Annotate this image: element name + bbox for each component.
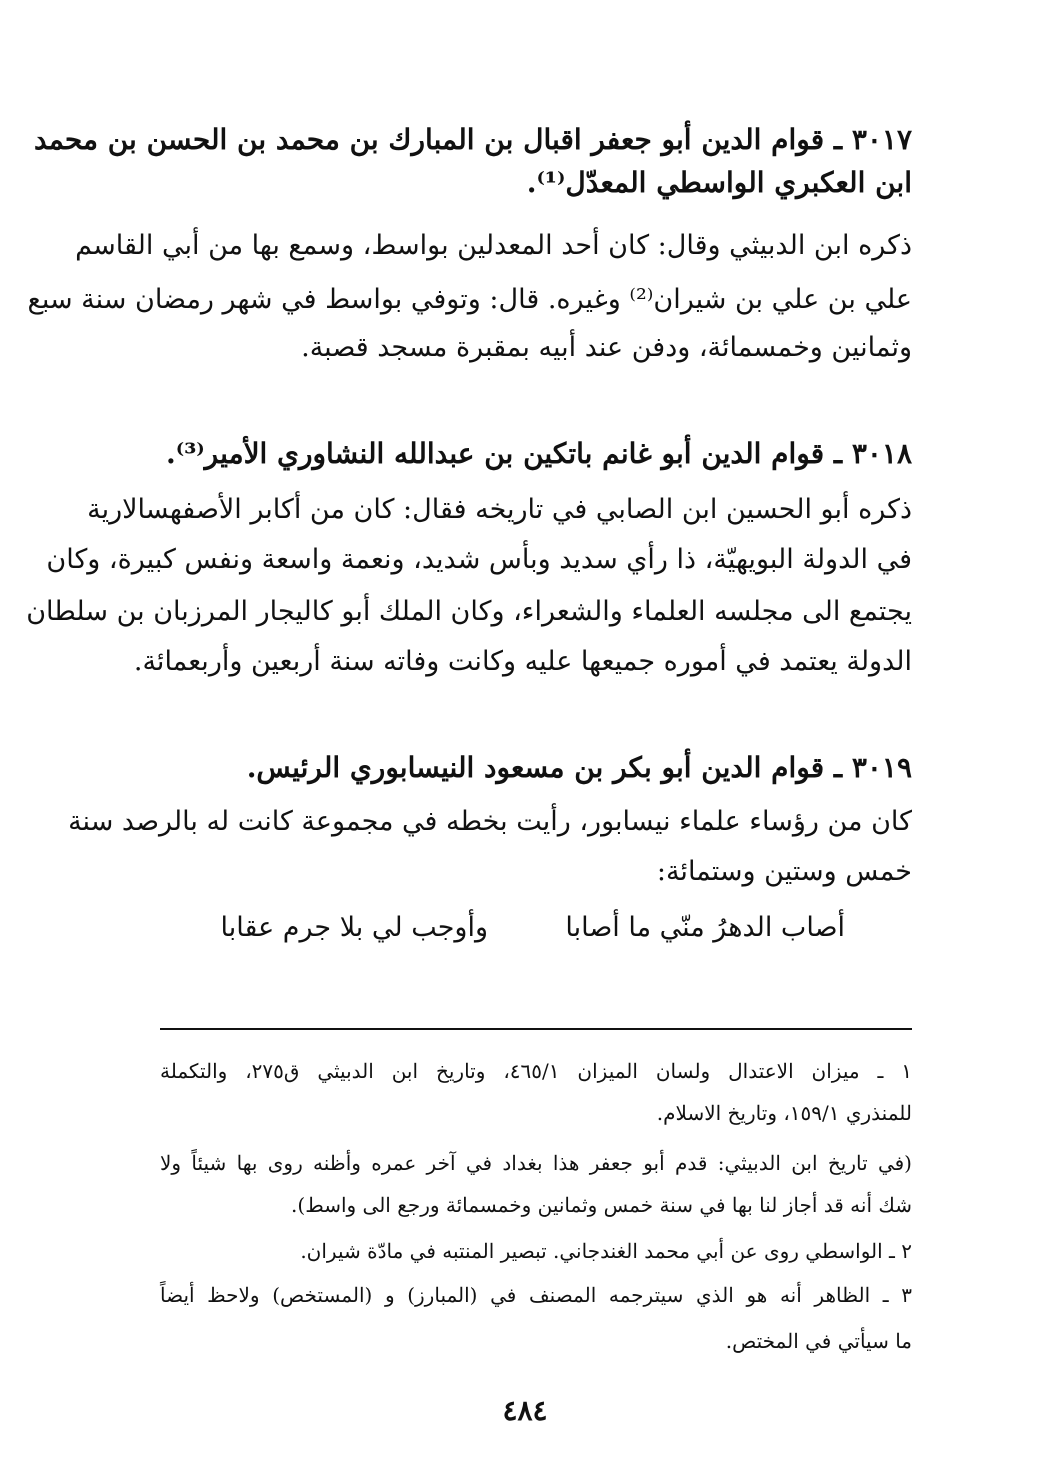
footnote-1-line-2: للمنذري ١٥٩/١، وتاريخ الاسلام. [656,1101,912,1125]
footnote-1-line-3: (في تاريخ ابن الدبيثي: قدم أبو جعفر هذا بغداد في آخر عمره وأظنه روى بها شيئاً ولا [160,1151,912,1175]
entry-3017-body-line-3: وثمانين وخمسمائة، ودفن عند أبيه بمقبرة مسجد قصبة. [301,332,912,363]
footnote-1-line-1: ١ ـ ميزان الاعتدال ولسان الميزان ٤٦٥/١، وتاريخ ابن الدبيثي ق٢٧٥، والتكملة [160,1059,913,1083]
entry-3018-body-line-4: الدولة يعتمد في أموره جميعها عليه وكانت وفاته سنة أربعين وأربعمائة. [133,646,912,677]
entry-3018-body-line-1: ذكره أبو الحسين ابن الصابي في تاريخه فقال: كان من أكابر الأصفهسالارية [87,494,912,525]
footnote-3-line-2: ما سيأتي في المختص. [725,1329,912,1353]
entry-3019-heading: ٣٠١٩ ـ قوام الدين أبو بكر بن مسعود النيسابوري الرئيس. [246,751,912,784]
entry-3017-heading-line-1: ٣٠١٧ ـ قوام الدين أبو جعفر اقبال بن المبارك بن محمد بن الحسن بن محمد [34,123,912,156]
entry-3018-body-line-2: في الدولة البويهيّة، ذا رأي سديد وبأس شديد، ونعمة واسعة ونفس كبيرة، وكان [46,544,912,575]
entry-3019-body-line-1: كان من رؤساء علماء نيسابور، رأيت بخطه في مجموعة كانت له بالرصد سنة [68,806,912,837]
footnote-3-line-1: ٣ ـ الظاهر أنه هو الذي سيترجمه المصنف في (المبارز) و (المستخص) ولاحظ أيضاً [160,1283,912,1307]
entry-3017-body-line-1: ذكره ابن الدبيثي وقال: كان أحد المعدلين بواسط، وسمع بها من أبي القاسم [75,230,912,261]
entry-3019-body-line-2: خمس وستين وستمائة: [656,856,912,887]
entry-3017-heading-line-2: ابن العكبري الواسطي المعدّل⁽¹⁾. [526,166,912,199]
footnote-1-line-4: شك أنه قد أجاز لنا بها في سنة خمس وثمانين وخمسمائة ورجع الى واسط). [291,1193,912,1217]
verse-first-hemistich: أصاب الدهرُ منّي ما أصابا [565,912,845,943]
entry-3017-body-line-2: علي بن علي بن شيران⁽²⁾ وغيره. قال: وتوفي بواسط في شهر رمضان سنة سبع [27,284,912,315]
page-number: ٤٨٤ [502,1394,548,1427]
entry-3018-body-line-3: يجتمع الى مجلسه العلماء والشعراء، وكان الملك أبو كاليجار المرزبان بن سلطان [26,596,912,627]
footnote-2: ٢ ـ الواسطي روى عن أبي محمد الغندجاني. تبصير المنتبه في مادّة شيران. [300,1239,912,1263]
verse-second-hemistich: وأوجب لي بلا جرم عقابا [220,912,488,943]
entry-3018-heading: ٣٠١٨ ـ قوام الدين أبو غانم باتكين بن عبدالله النشاوري الأمير⁽³⁾. [165,437,912,470]
footnote-divider [160,1028,912,1030]
